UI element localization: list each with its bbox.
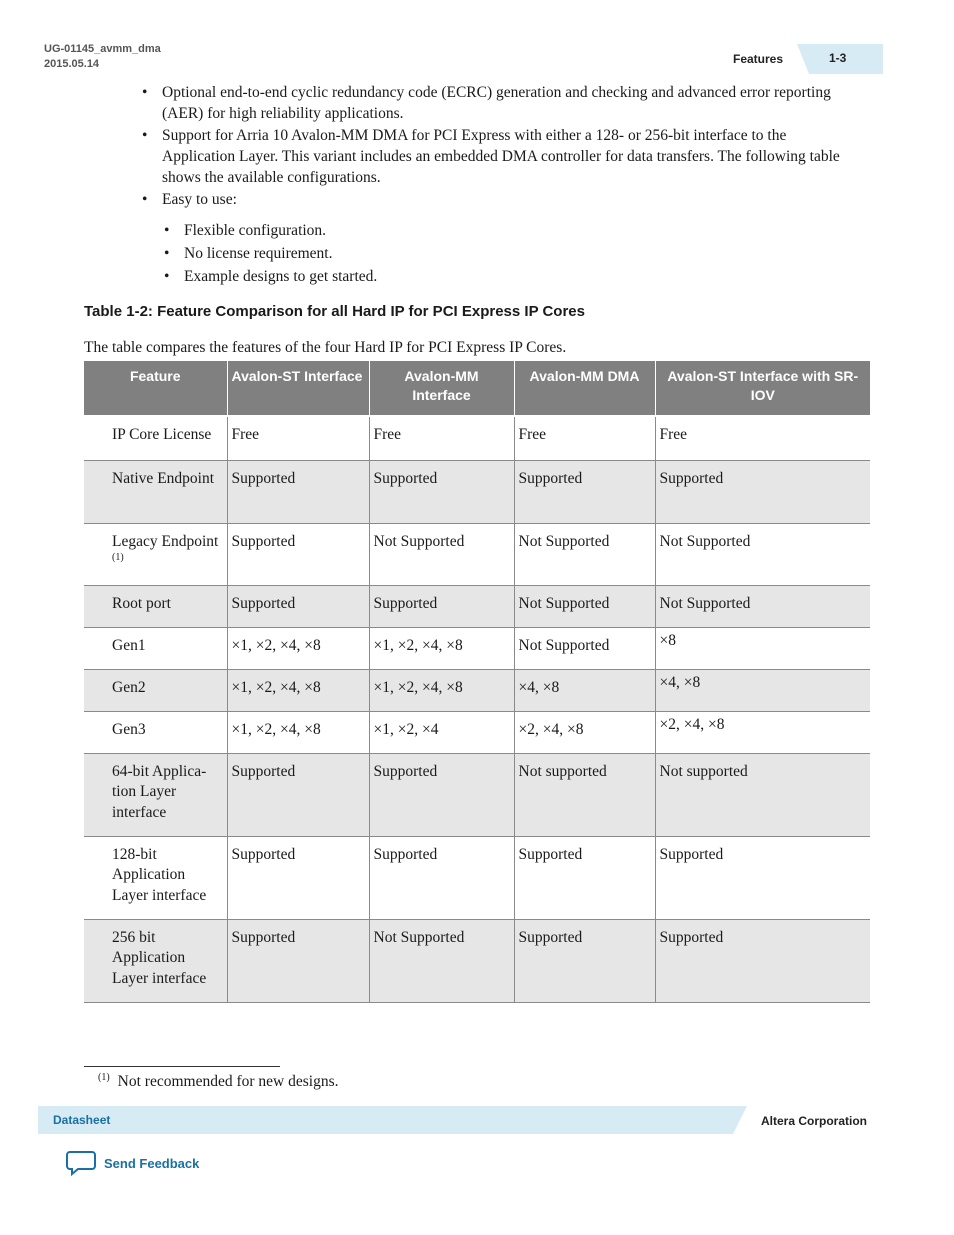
section-title: Features <box>733 52 784 66</box>
table-cell: Supported <box>369 460 514 523</box>
doc-number: UG-01145_avmm_dma <box>44 43 161 55</box>
feature-bullet-list <box>140 82 860 211</box>
table-cell: ×1, ×2, ×4, ×8 <box>369 669 514 711</box>
table-cell: ×4, ×8 <box>655 669 870 711</box>
table-description: The table compares the features of the four Hard IP for PCI Express IP Cores. <box>84 339 567 356</box>
legacy-endpoint-label: Legacy Endpoint <box>112 532 219 550</box>
table-cell: ×2, ×4, ×8 <box>655 711 870 753</box>
table-cell: Gen2 <box>84 669 227 711</box>
footnote-reference: (1) <box>112 551 124 563</box>
footnote-text: Not recommended for new designs. <box>117 1073 339 1091</box>
column-header: Avalon-MM Interface <box>369 361 514 416</box>
table-row <box>84 669 870 711</box>
table-cell: Free <box>514 416 655 460</box>
column-header: Feature <box>84 361 227 416</box>
table-cell: Supported <box>655 836 870 919</box>
table-cell: Supported <box>227 460 369 523</box>
table-cell: Supported <box>369 753 514 836</box>
table-cell: Not supported <box>655 753 870 836</box>
table-cell: ×2, ×4, ×8 <box>514 711 655 753</box>
bullet-easy-to-use: • Easy to use: <box>140 189 860 210</box>
table-cell: Free <box>227 416 369 460</box>
footer-datasheet-label: Datasheet <box>53 1113 111 1127</box>
table-row <box>84 627 870 669</box>
table-cell: Free <box>655 416 870 460</box>
footer-band <box>38 1106 747 1134</box>
table-cell: ×4, ×8 <box>514 669 655 711</box>
table-cell: Not supported <box>514 753 655 836</box>
table-cell: Native Endpoint <box>84 460 227 523</box>
table-cell: Not Supported <box>514 523 655 585</box>
table-cell: Not Supported <box>655 523 870 585</box>
table-header-row <box>84 361 870 416</box>
table-cell: ×1, ×2, ×4 <box>369 711 514 753</box>
footnote-mark: (1) <box>98 1072 110 1083</box>
sub-bullet: • No license requirement. <box>162 243 862 264</box>
table-cell: ×1, ×2, ×4, ×8 <box>369 627 514 669</box>
table-cell: Gen3 <box>84 711 227 753</box>
table-cell: 64-bit Applica-tion Layer interface <box>84 753 227 836</box>
table-cell: Supported <box>227 523 369 585</box>
sub-bullet: • Flexible configuration. <box>162 220 862 241</box>
table-row <box>84 460 870 523</box>
table-caption: Table 1-2: Feature Comparison for all Hard IP for PCI Express IP Cores <box>84 303 585 320</box>
feature-comparison-table <box>84 361 870 1003</box>
table-cell: Supported <box>655 919 870 1002</box>
table-row <box>84 523 870 585</box>
table-row <box>84 753 870 836</box>
table-cell: ×1, ×2, ×4, ×8 <box>227 627 369 669</box>
table-cell: ×1, ×2, ×4, ×8 <box>227 669 369 711</box>
table-cell: Supported <box>514 460 655 523</box>
table-cell: Not Supported <box>369 919 514 1002</box>
bullet-ecrc: • Optional end-to-end cyclic redundancy code (ECRC) generation and checking and advanced error reporting (AER) for high reliability applications. <box>140 82 860 124</box>
table-cell: Supported <box>227 919 369 1002</box>
table-cell: Supported <box>227 585 369 627</box>
sub-bullet: • Example designs to get started. <box>162 266 862 287</box>
table-cell: Supported <box>369 836 514 919</box>
table-cell: Supported <box>227 753 369 836</box>
table-cell: 256 bit Application Layer interface <box>84 919 227 1002</box>
table-cell: IP Core License <box>84 416 227 460</box>
table-cell <box>84 523 227 585</box>
table-cell: Root port <box>84 585 227 627</box>
speech-bubble-icon <box>66 1150 96 1176</box>
table-row <box>84 416 870 460</box>
send-feedback-label: Send Feedback <box>104 1155 200 1171</box>
document-id <box>44 42 161 72</box>
doc-date: 2015.05.14 <box>44 58 100 70</box>
page-number: 1-3 <box>829 51 847 65</box>
table-cell: Not Supported <box>514 627 655 669</box>
table-cell: Not Supported <box>655 585 870 627</box>
column-header: Avalon-ST Interface <box>227 361 369 416</box>
table-cell: Not Supported <box>369 523 514 585</box>
table-cell: Free <box>369 416 514 460</box>
table-row <box>84 836 870 919</box>
table-cell: Not Supported <box>514 585 655 627</box>
bullet-avalon-mm-dma: • Support for Arria 10 Avalon-MM DMA for PCI Express with either a 128- or 256-bit interface to the Application Layer. This variant includes an embedded DMA controller for data transfers. The following table shows the available configurations. <box>140 125 860 188</box>
table-cell: Supported <box>227 836 369 919</box>
table-cell: Supported <box>514 919 655 1002</box>
column-header: Avalon-ST Interface with SR-IOV <box>655 361 870 416</box>
table-cell: Supported <box>655 460 870 523</box>
footnote-divider <box>84 1066 280 1067</box>
table-cell: ×1, ×2, ×4, ×8 <box>227 711 369 753</box>
column-header: Avalon-MM DMA <box>514 361 655 416</box>
table-row <box>84 711 870 753</box>
table-row <box>84 585 870 627</box>
table-cell: ×8 <box>655 627 870 669</box>
footnote <box>98 1072 339 1091</box>
table-cell: 128-bit Application Layer interface <box>84 836 227 919</box>
table-cell: Supported <box>514 836 655 919</box>
table-cell: Gen1 <box>84 627 227 669</box>
table-cell: Supported <box>369 585 514 627</box>
send-feedback-link[interactable] <box>66 1150 199 1176</box>
easy-to-use-sublist <box>162 220 862 289</box>
table-row <box>84 919 870 1002</box>
footer-company: Altera Corporation <box>761 1114 868 1128</box>
